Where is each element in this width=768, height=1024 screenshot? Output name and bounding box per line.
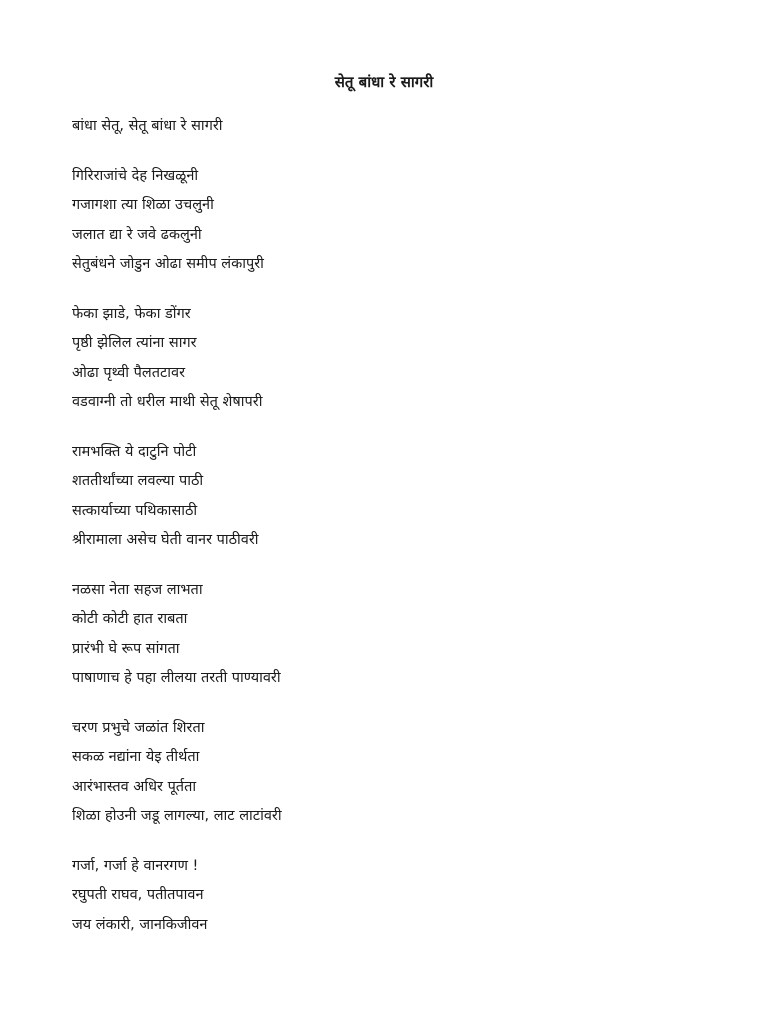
verse-line: ओढा पृथ्वी पैलतटावर bbox=[72, 364, 186, 381]
refrain-line: बांधा सेतू, सेतू बांधा रे सागरी bbox=[72, 118, 223, 134]
verse-line: नळसा नेता सहज लाभता bbox=[72, 581, 203, 598]
verse-line: श्रीरामाला असेच घेती वानर पाठीवरी bbox=[72, 532, 259, 548]
verse-line: सकळ नद्यांना येइ तीर्थता bbox=[72, 749, 200, 765]
verse-line: रघुपती राघव, पतीतपावन bbox=[72, 887, 204, 903]
verse-line: प्रारंभी घे रूप सांगता bbox=[72, 640, 180, 657]
stanza-4 bbox=[72, 576, 712, 694]
verse-line: फेका झाडे, फेका डोंगर bbox=[72, 305, 191, 322]
verse-line: कोटी कोटी हात राबता bbox=[72, 611, 188, 627]
stanza-gap bbox=[72, 280, 712, 300]
stanza-gap bbox=[72, 142, 712, 162]
verse-line: चरण प्रभुचे जळांत शिरता bbox=[72, 719, 205, 736]
verse-line: जय लंकारी, जानकिजीवन bbox=[72, 916, 208, 933]
stanza-gap bbox=[72, 694, 712, 714]
verse-line: शततीर्थांच्या लवल्या पाठी bbox=[72, 473, 204, 489]
verse-line: पाषाणाच हे पहा लीलया तरती पाण्यावरी bbox=[72, 670, 281, 686]
verse-line: वडवाग्नी तो धरील माथी सेतू शेषापरी bbox=[72, 394, 263, 410]
stanza-2 bbox=[72, 300, 712, 418]
verse-line: गजागशा त्या शिळा उचलुनी bbox=[72, 197, 214, 213]
verse-line: गिरिराजांचे देह निखळूनी bbox=[72, 167, 199, 184]
verse-line: जलात द्या रे जवे ढकलुनी bbox=[72, 226, 202, 243]
stanza-5 bbox=[72, 714, 712, 832]
song-body bbox=[72, 112, 712, 940]
stanza-1 bbox=[72, 162, 712, 280]
stanza-gap bbox=[72, 418, 712, 438]
verse-line: पृष्ठी झेलिल त्यांना सागर bbox=[72, 335, 197, 351]
verse-line: रामभक्ति ये दाटुनि पोटी bbox=[72, 443, 197, 460]
stanza-gap bbox=[72, 556, 712, 576]
stanza-6 bbox=[72, 852, 712, 941]
verse-line: सेतुबंधने जोडुन ओढा समीप लंकापुरी bbox=[72, 256, 264, 272]
stanza-gap bbox=[72, 832, 712, 852]
verse-line: शिळा होउनी जडू लागल्या, लाट लाटांवरी bbox=[72, 808, 282, 824]
verse-line: गर्जा, गर्जा हे वानरगण ! bbox=[72, 857, 199, 874]
verse-line: सत्कार्याच्या पथिकासाठी bbox=[72, 502, 198, 519]
song-title: सेतू बांधा रे सागरी bbox=[334, 73, 434, 91]
verse-line: आरंभास्तव अधिर पूर्तता bbox=[72, 778, 197, 795]
stanza-3 bbox=[72, 438, 712, 556]
